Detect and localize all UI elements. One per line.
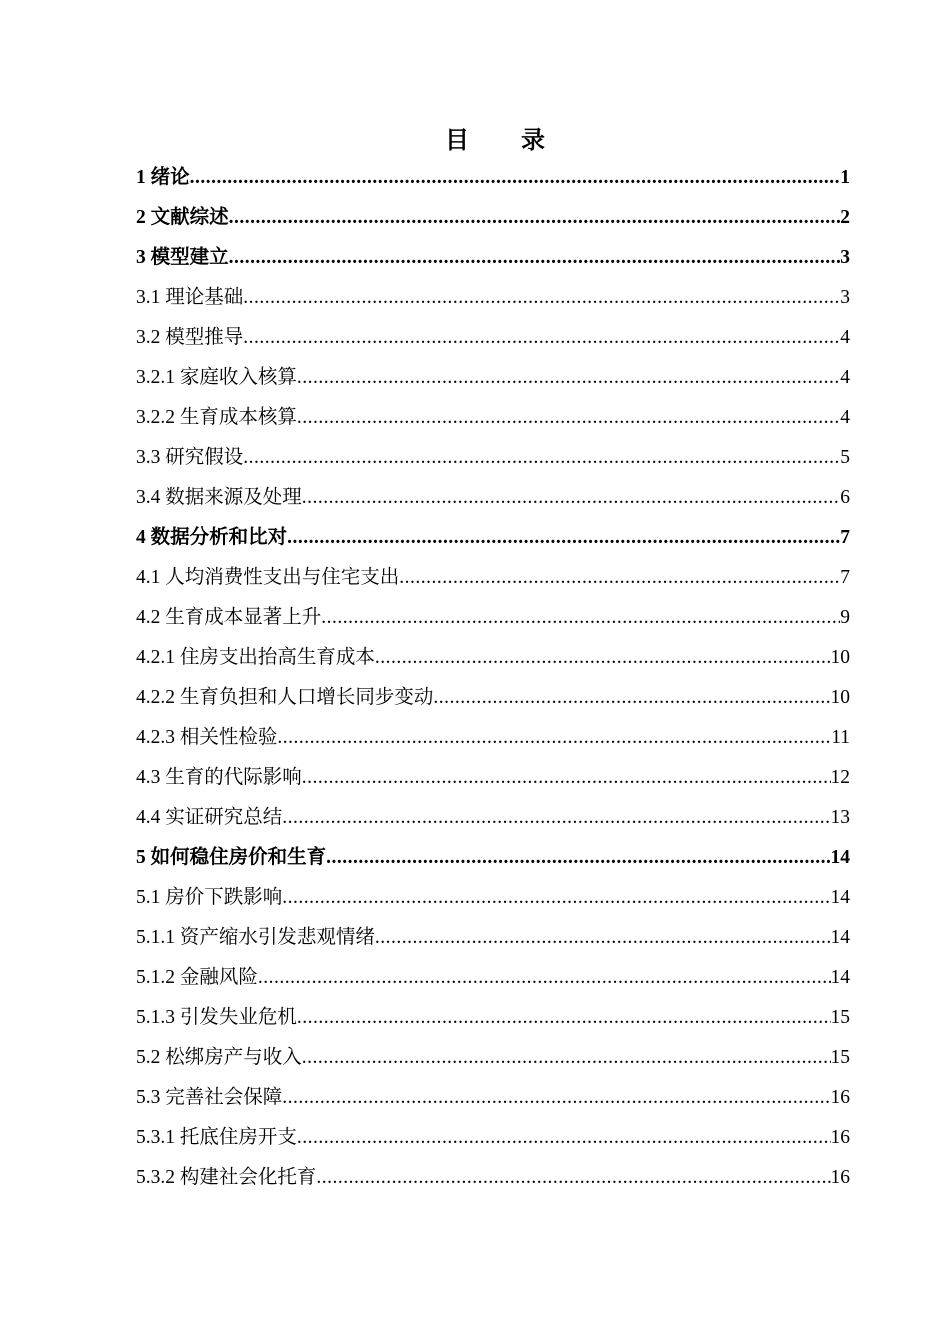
toc-entry-page: 14 xyxy=(830,967,850,988)
toc-entry[interactable] xyxy=(136,760,850,800)
toc-entry[interactable] xyxy=(136,1040,850,1080)
toc-title xyxy=(0,120,950,155)
toc-entry[interactable] xyxy=(136,360,850,400)
dot-leader xyxy=(302,1040,831,1076)
toc-entry-page: 9 xyxy=(840,607,850,628)
toc-entry-label: 5.1.3 引发失业危机 xyxy=(136,1007,297,1028)
toc-entry-page: 4 xyxy=(840,407,850,428)
toc-entry-label: 3 模型建立 xyxy=(136,247,229,268)
toc-entry[interactable] xyxy=(136,1120,850,1160)
dot-leader xyxy=(243,280,840,316)
toc-title-char: 目 xyxy=(445,128,469,154)
toc-entry[interactable] xyxy=(136,1000,850,1040)
dot-leader xyxy=(399,560,840,596)
toc-entry-label: 4.4 实证研究总结 xyxy=(136,807,283,828)
dot-leader xyxy=(258,960,831,996)
dot-leader xyxy=(243,320,840,356)
toc-entry[interactable] xyxy=(136,160,850,200)
toc-entry-label: 4.2.1 住房支出抬高生育成本 xyxy=(136,647,375,668)
toc-entry-label: 5.1.1 资产缩水引发悲观情绪 xyxy=(136,927,375,948)
toc-entry[interactable] xyxy=(136,1080,850,1120)
dot-leader xyxy=(243,440,840,476)
toc-entry[interactable] xyxy=(136,720,850,760)
dot-leader xyxy=(321,600,840,636)
toc-entry-page: 11 xyxy=(831,727,850,748)
toc-entry-page: 7 xyxy=(840,527,850,548)
dot-leader xyxy=(190,160,841,196)
toc-entry-page: 14 xyxy=(830,847,850,868)
dot-leader xyxy=(282,800,830,836)
toc-entry-page: 10 xyxy=(830,687,850,708)
toc-entry-label: 3.4 数据来源及处理 xyxy=(136,487,302,508)
toc-entry[interactable] xyxy=(136,520,850,560)
dot-leader xyxy=(375,920,831,956)
toc-entry-page: 13 xyxy=(830,807,850,828)
toc-entry[interactable] xyxy=(136,840,850,880)
toc-entry[interactable] xyxy=(136,400,850,440)
toc-entry-label: 3.2.1 家庭收入核算 xyxy=(136,367,297,388)
toc-entry-label: 4.1 人均消费性支出与住宅支出 xyxy=(136,567,400,588)
toc-entry-label: 5.3.1 托底住房开支 xyxy=(136,1127,297,1148)
toc-entry[interactable] xyxy=(136,1160,850,1200)
toc-entry-label: 5 如何稳住房价和生育 xyxy=(136,847,327,868)
toc-entry-label: 5.2 松绑房产与收入 xyxy=(136,1047,302,1068)
toc-entry-label: 5.3 完善社会保障 xyxy=(136,1087,283,1108)
toc-entry-label: 4.2 生育成本显著上升 xyxy=(136,607,322,628)
toc-entry-label: 1 绪论 xyxy=(136,167,190,188)
dot-leader xyxy=(326,840,830,876)
toc-title-char: 录 xyxy=(521,128,545,154)
toc-entry-label: 2 文献综述 xyxy=(136,207,229,228)
toc-entry-label: 3.1 理论基础 xyxy=(136,287,244,308)
dot-leader xyxy=(302,760,831,796)
toc-entry-label: 4.3 生育的代际影响 xyxy=(136,767,302,788)
toc-entry-page: 7 xyxy=(840,567,850,588)
dot-leader xyxy=(282,880,830,916)
toc-entry-page: 16 xyxy=(830,1167,850,1188)
toc-entry[interactable] xyxy=(136,680,850,720)
toc-entry-label: 3.2.2 生育成本核算 xyxy=(136,407,297,428)
toc-entry[interactable] xyxy=(136,800,850,840)
toc-entry-page: 10 xyxy=(830,647,850,668)
toc-entry-page: 16 xyxy=(830,1127,850,1148)
toc-entry-page: 3 xyxy=(840,287,850,308)
toc-entry-page: 2 xyxy=(840,207,850,228)
dot-leader xyxy=(277,720,831,756)
toc-entry[interactable] xyxy=(136,640,850,680)
toc-entry-page: 15 xyxy=(830,1047,850,1068)
dot-leader xyxy=(297,1120,831,1156)
toc-entry[interactable] xyxy=(136,240,850,280)
toc-entry[interactable] xyxy=(136,480,850,520)
toc-entry-label: 5.1.2 金融风险 xyxy=(136,967,258,988)
toc-entry-label: 3.3 研究假设 xyxy=(136,447,244,468)
toc-entry-page: 6 xyxy=(840,487,850,508)
toc-entry[interactable] xyxy=(136,320,850,360)
toc-entry-label: 4.2.3 相关性检验 xyxy=(136,727,278,748)
toc-entry-label: 3.2 模型推导 xyxy=(136,327,244,348)
dot-leader xyxy=(302,480,840,516)
dot-leader xyxy=(297,1000,831,1036)
dot-leader xyxy=(297,400,840,436)
toc-entry-page: 15 xyxy=(830,1007,850,1028)
toc-entry-page: 5 xyxy=(840,447,850,468)
toc-entry-page: 4 xyxy=(840,327,850,348)
toc-entry[interactable] xyxy=(136,880,850,920)
toc-entry[interactable] xyxy=(136,200,850,240)
toc-entry-page: 16 xyxy=(830,1087,850,1108)
dot-leader xyxy=(282,1080,830,1116)
dot-leader xyxy=(316,1160,830,1196)
toc-entry-page: 14 xyxy=(830,927,850,948)
toc-entry-label: 5.3.2 构建社会化托育 xyxy=(136,1167,317,1188)
toc-entry[interactable] xyxy=(136,280,850,320)
toc-entry-label: 5.1 房价下跌影响 xyxy=(136,887,283,908)
toc-entry-page: 12 xyxy=(830,767,850,788)
dot-leader xyxy=(229,240,841,276)
toc-entry[interactable] xyxy=(136,960,850,1000)
toc-entry-page: 4 xyxy=(840,367,850,388)
dot-leader xyxy=(287,520,840,556)
dot-leader xyxy=(297,360,840,396)
toc-entry-label: 4 数据分析和比对 xyxy=(136,527,288,548)
toc-entry[interactable] xyxy=(136,440,850,480)
dot-leader xyxy=(433,680,830,716)
dot-leader xyxy=(229,200,841,236)
toc-entry[interactable] xyxy=(136,920,850,960)
toc-entry-page: 1 xyxy=(840,167,850,188)
toc-entry[interactable] xyxy=(136,560,850,600)
toc-entry-label: 4.2.2 生育负担和人口增长同步变动 xyxy=(136,687,434,708)
toc-entry-page: 14 xyxy=(830,887,850,908)
toc-entry-page: 3 xyxy=(840,247,850,268)
table-of-contents xyxy=(136,160,850,1200)
dot-leader xyxy=(375,640,831,676)
toc-entry[interactable] xyxy=(136,600,850,640)
